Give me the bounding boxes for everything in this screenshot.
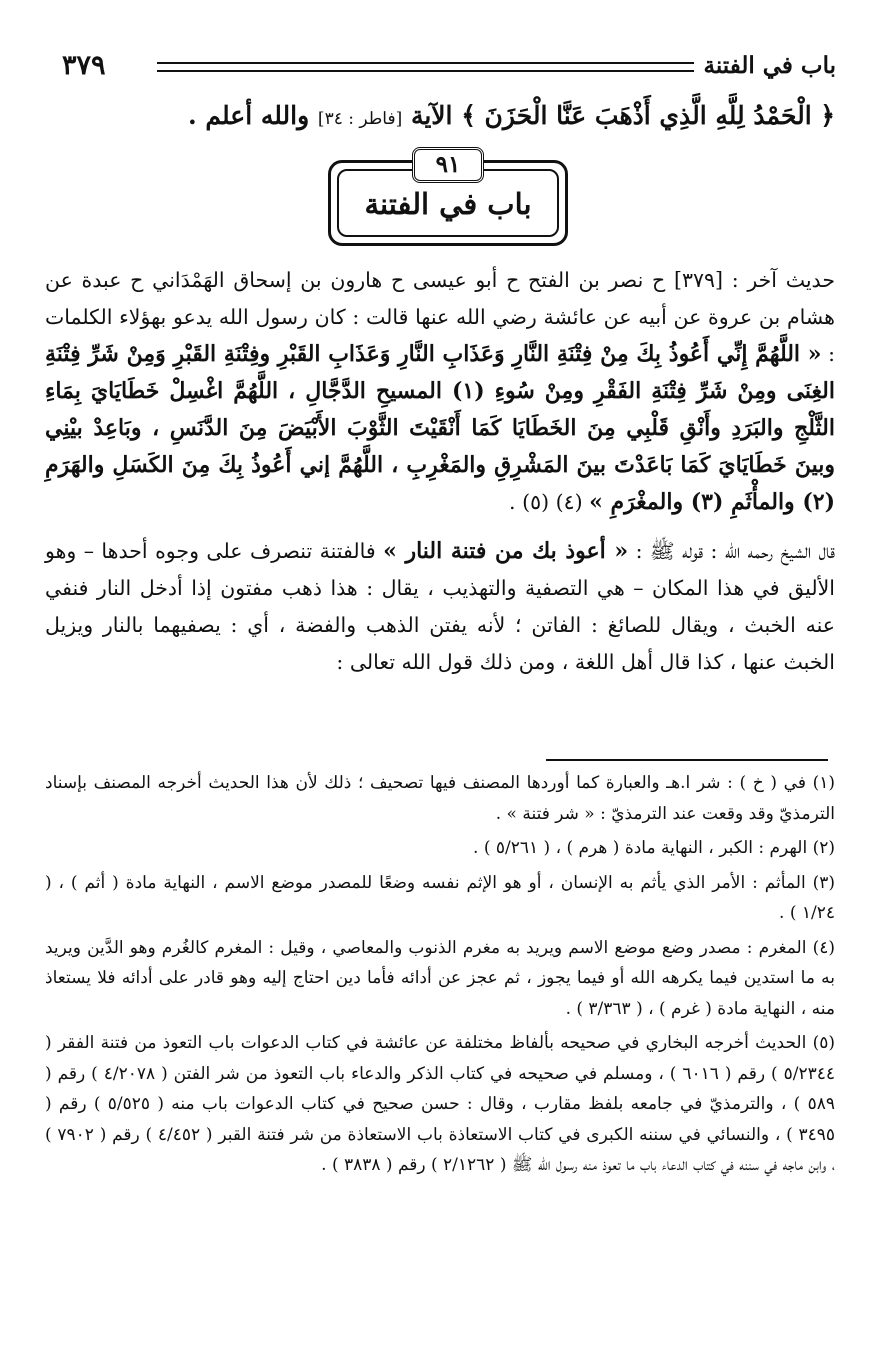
main-text [45, 262, 835, 681]
footnote-separator [546, 759, 828, 761]
footnote: (٤) المغرم : مصدر وضع موضع الاسم ويريد به مغرم الذنوب والمعاصي ، وقيل : المغرم كالغُرم وهو الدَّين ويريد به ما استدين فيما يكرهه الله أو فيما يجوز ، ثم عجز عن أدائه فأما دين احتاج إليه وهو قادر على أدائه فلا يستعاذ منه ، النهاية مادة ( غرم ) ، ( ٣/٣٦٣ ) . [45, 937, 835, 1019]
footnote: (٣) المأثم : الأمر الذي يأثم به الإنسان ، أو هو الإثم نفسه وضعًا للمصدر موضع الاسم ، النهاية مادة ( أثم ) ، ( ١/٢٤ ) . [45, 872, 835, 923]
chapter-title: باب في الفتنة [337, 169, 559, 237]
footnote: (١) في ( خ ) : شر ا.هـ والعبارة كما أوردها المصنف فيها تصحيف ؛ ذلك لأن هذا الحديث أخرجه المصنف بإسناد الترمذيّ وقد وقعت عند الترمذيّ : « شر فتنة » . [45, 773, 835, 824]
footnote: (٢) الهرم : الكبر ، النهاية مادة ( هرم ) ، ( ٥/٢٦١ ) . [473, 838, 835, 858]
commentary-paragraph [45, 533, 835, 681]
verse-closing: والله أعلم . [187, 101, 310, 130]
chapter-number: ٩١ [412, 147, 484, 183]
commentary-intro: قال الشيخ رحمه الله : قوله ﷺ : [635, 539, 835, 563]
hadith-paragraph [45, 262, 835, 521]
header-rule [157, 62, 694, 72]
commentary-quote: « أعوذ بك من فتنة النار » [383, 538, 629, 564]
footnote: (٥) الحديث أخرجه البخاري في صحيحه بألفاظ مختلفة عن عائشة في كتاب الدعوات باب التعوذ من فتنة الفقر ( ٥/٢٣٤٤ ) رقم ( ٦٠١٦ ) ، ومسلم في صحيحه في كتاب الذكر والدعاء باب التعوذ من شر الفتن ( ٤/٢٠٧٨ ) رقم ( ٥٨٩ ) ، والترمذيّ في جامعه بلفظ مقارب ، وقال : حسن صحيح في كتاب الدعوات باب منه ( ٥/٥٢٥ ) رقم ( ٣٤٩٥ ) ، والنسائي في سننه الكبرى في كتاب الاستعاذة باب الاستعاذة من شر فتنة القبر ( ٤/٤٥٢ ) رقم ( ٧٩٠٢ ) ، وابن ماجه في سننه في كتاب الدعاء باب ما تعوذ منه رسول الله ﷺ ( ٢/١٢٦٢ ) رقم ( ٣٨٣٨ ) . [45, 1033, 836, 1175]
commentary-text: فالفتنة تنصرف على وجوه أحدها – وهو الأليق في هذا المكان – هي التصفية والتهذيب ، يقال : هذا ذهب مفتون إذا أدخل النار فنفي عنه الخبث ، ويقال للصائغ : الفاتن ؛ لأنه يفتن الذهب والفضة ، أي : يصفيهما بالنار ويزيل الخبث عنها ، كذا قال أهل اللغة ، ومن ذلك قول الله تعالى : [45, 539, 835, 674]
verse-reference: [فاطر : ٣٤] [317, 109, 403, 129]
verse-line [55, 96, 835, 139]
running-header [62, 46, 836, 86]
running-title: باب في الفتنة [703, 52, 836, 79]
isnad-text: حديث آخر : [٣٧٩] ح نصر بن الفتح ح أبو عيسى ح هارون بن إسحاق الهَمْدَاني ح عبدة عن هشام بن عروة عن أبيه عن عائشة رضي الله عنها قالت : كان رسول الله يدعو بهؤلاء الكلمات : [45, 268, 835, 366]
quran-verse: ﴿ الْحَمْدُ لِلَّهِ الَّذِي أَذْهَبَ عَنَّا الْحَزَنَ ﴾ الآية [410, 101, 835, 130]
hadith-text: « اللَّهُمَّ إِنِّي أَعُوذُ بِكَ مِنْ فِتْنَةِ النَّارِ وَعَذَابِ النَّارِ وَعَذَابِ القَبْرِ وفِتْنَةِ القَبْرِ وَمِنْ شَرِّ فِتْنَةِ الغِنَى ومِنْ شَرِّ فِتْنَةِ الفَقْرِ ومِنْ سُوءِ (١) المسيحِ الدَّجَّالِ ، اللَّهُمَّ اغْسِلْ خَطَايَايَ بِمَاءِ الثَّلْجِ والبَرَدِ وأَنْقِ قَلْبِي مِنَ الخَطَايَا كَمَا أَنْقَيْتَ الثَّوْبَ الأَبْيَضَ مِنَ الدَّنَسِ ، وبَاعِدْ بيْنِي وبينَ خَطَايَايَ كَمَا بَاعَدْتَ بينَ المَشْرِقِ والمَغْرِبِ ، اللَّهُمَّ إني أَعُوذُ بِكَ مِنَ الكَسَلِ والهَرَمِ (٢) والمأْثَمِ (٣) والمغْرَمِ » [45, 341, 835, 515]
footnotes [45, 768, 835, 1185]
hadith-footnote-refs: (٤) (٥) . [509, 490, 583, 514]
page-number: ٣٧٩ [62, 50, 106, 81]
